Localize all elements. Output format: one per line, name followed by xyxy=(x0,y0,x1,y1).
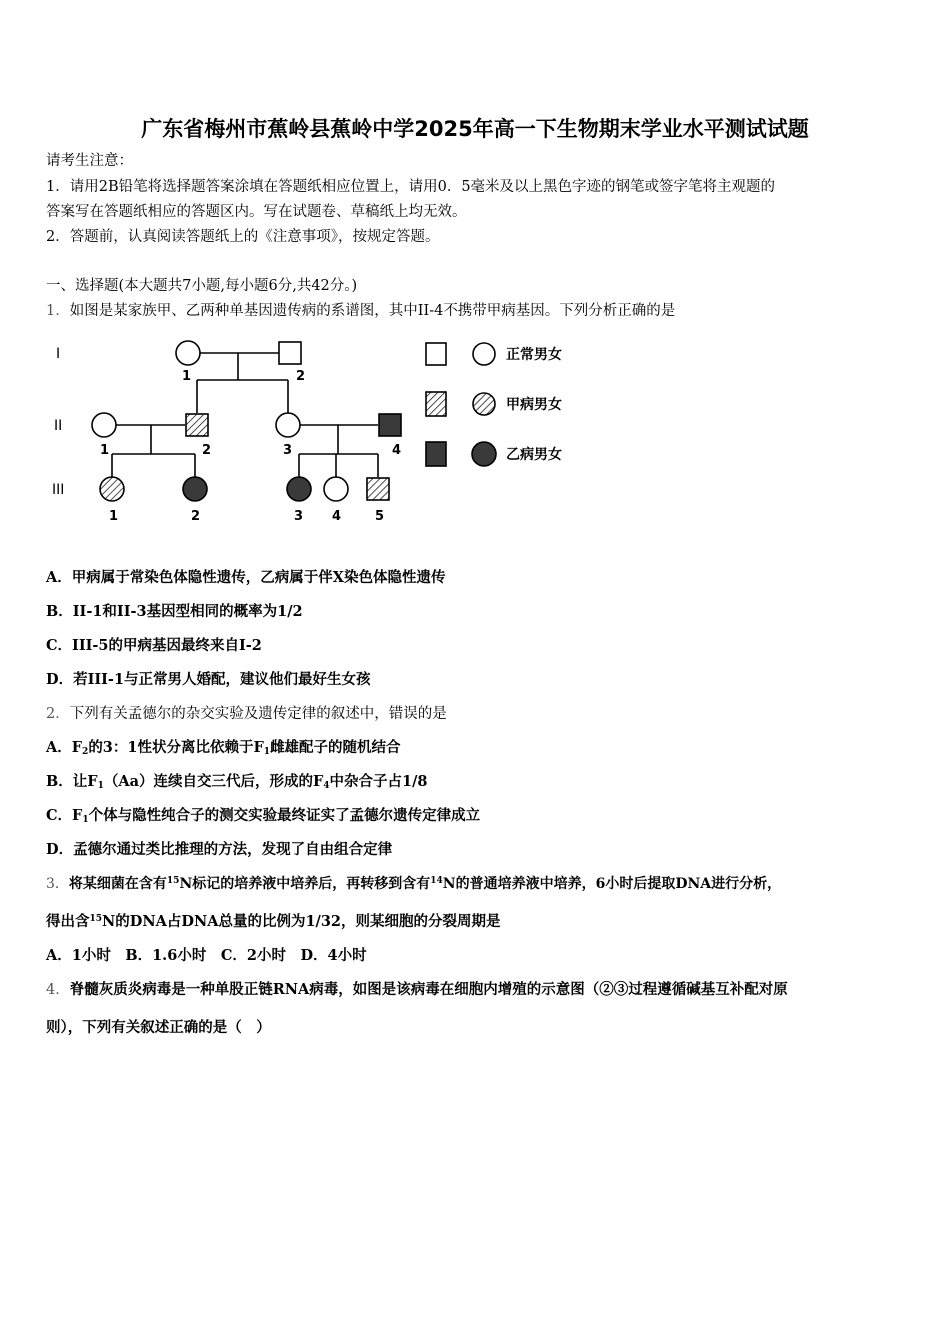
pedigree-gen-I-label: I xyxy=(56,346,61,362)
question-1-option-c: C．III-5的甲病基因最终来自I-2 xyxy=(46,637,262,654)
pedigree-label: 1 xyxy=(109,509,119,524)
text: （Aa）连续自交三代后，形成的F xyxy=(103,773,324,790)
subscript: 2 xyxy=(82,747,89,757)
question-2-number: 2． xyxy=(46,706,70,722)
pedigree-label: 2 xyxy=(202,443,212,458)
pedigree-I-1-normal-female xyxy=(176,341,200,365)
text: 将某细菌在含有 xyxy=(68,876,167,892)
legend-normal-female-symbol xyxy=(473,343,495,365)
pedigree-III-3-disease-b-female xyxy=(287,477,311,501)
question-3-options: A．1小时 B．1.6小时 C．2小时 D．4小时 xyxy=(46,947,367,964)
page-title: 广东省梅州市蕉岭县蕉岭中学2025年高一下生物期末学业水平测试试题 xyxy=(141,117,809,141)
superscript: 14 xyxy=(430,876,443,886)
text: 雌雄配子的随机结合 xyxy=(270,739,401,756)
question-2-option-d: D．孟德尔通过类比推理的方法，发现了自由组合定律 xyxy=(46,841,393,858)
text: 脊髓灰质炎病毒是一种单股正链RNA病毒，如图是该病毒在细胞内增殖的示意图（②③过程遵循碱基互补配对原 xyxy=(69,981,788,998)
question-4-number: 4． xyxy=(46,982,70,998)
question-3-line-1 xyxy=(46,874,781,894)
pedigree-label: 2 xyxy=(191,509,201,524)
notice-item-1-line-2: 答案写在答题纸相应的答题区内。写在试题卷、草稿纸上均无效。 xyxy=(46,204,467,220)
question-2-text: 下列有关孟德尔的杂交实验及遗传定律的叙述中，错误的是 xyxy=(69,706,447,722)
pedigree-II-3-normal-female xyxy=(276,413,300,437)
pedigree-label: 1 xyxy=(100,443,110,458)
subscript: 1 xyxy=(97,781,104,791)
question-3-line-2 xyxy=(46,912,501,932)
question-1-option-a: A．甲病属于常染色体隐性遗传，乙病属于伴X染色体隐性遗传 xyxy=(46,569,446,586)
pedigree-III-2-disease-b-female xyxy=(183,477,207,501)
subscript: 4 xyxy=(323,781,330,791)
question-1-option-b: B．II-1和II-3基因型相同的概率为1/2 xyxy=(46,603,303,620)
pedigree-label: 3 xyxy=(294,509,304,524)
section-heading: 一、选择题(本大题共7小题,每小题6分,共42分。) xyxy=(46,278,358,294)
pedigree-label: 4 xyxy=(332,509,342,524)
superscript: 15 xyxy=(166,876,180,886)
legend-disease-b-male-symbol xyxy=(426,442,446,466)
pedigree-III-1-disease-a-female xyxy=(100,477,124,501)
pedigree-II-2-disease-a-male xyxy=(186,414,208,436)
question-3-number: 3． xyxy=(46,876,69,892)
question-4-line-1 xyxy=(46,980,788,1000)
question-4-line-2: 则），下列有关叙述正确的是（ ） xyxy=(46,1019,271,1036)
notice-item-1-line-1: 1．请用2B铅笔将选择题答案涂填在答题纸相应位置上，请用0．5毫米及以上黑色字迹的钢笔或签字笔将主观题的 xyxy=(46,179,776,195)
text: 中杂合子占1/8 xyxy=(329,773,428,790)
text: 的3：1性状分离比依赖于F xyxy=(88,739,264,756)
pedigree-III-5-disease-a-male xyxy=(367,478,389,500)
pedigree-gen-III-label: III xyxy=(52,482,65,498)
question-2-stem xyxy=(46,704,447,724)
legend-disease-b-label: 乙病男女 xyxy=(506,447,562,463)
text: N标记的培养液中培养后，再转移到含有 xyxy=(179,876,431,892)
pedigree-III-4-normal-female xyxy=(324,477,348,501)
text: 得出含 xyxy=(46,913,90,930)
text: C．F xyxy=(46,807,83,824)
pedigree-label: 3 xyxy=(283,443,293,458)
question-1-option-d: D．若III-1与正常男人婚配，建议他们最好生女孩 xyxy=(46,671,371,688)
pedigree-I-2-normal-male xyxy=(279,342,301,364)
question-2-option-b xyxy=(46,772,428,792)
pedigree-II-1-normal-female xyxy=(92,413,116,437)
legend-disease-a-female-symbol xyxy=(473,393,495,415)
question-1-stem xyxy=(46,301,675,321)
legend-normal-male-symbol xyxy=(426,343,446,365)
text: A．F xyxy=(46,739,83,756)
text: N的DNA占DNA总量的比例为1/32，则某细胞的分裂周期是 xyxy=(102,913,501,930)
question-2-option-a xyxy=(46,738,401,758)
legend-normal-label: 正常男女 xyxy=(506,347,562,363)
text: N的普通培养液中培养，6小时后提取DNA进行分析， xyxy=(442,876,782,892)
question-1-number: 1． xyxy=(46,303,70,319)
pedigree-label: 5 xyxy=(375,509,385,524)
pedigree-label: 4 xyxy=(392,443,402,458)
pedigree-figure xyxy=(40,330,600,530)
legend-disease-b-female-symbol xyxy=(472,442,496,466)
superscript: 15 xyxy=(89,914,103,924)
notice-item-2: 2．答题前，认真阅读答题纸上的《注意事项》，按规定答题。 xyxy=(46,229,440,245)
subscript: 1 xyxy=(263,747,271,757)
pedigree-gen-II-label: II xyxy=(54,418,63,434)
question-1-text: 如图是某家族甲、乙两种单基因遗传病的系谱图，其中II-4不携带甲病基因。下列分析正确的是 xyxy=(69,303,676,319)
question-2-option-c xyxy=(46,806,480,826)
legend-disease-a-male-symbol xyxy=(426,392,446,416)
pedigree-label: 1 xyxy=(182,369,192,384)
pedigree-II-4-disease-b-male xyxy=(379,414,401,436)
text: 个体与隐性纯合子的测交实验最终证实了孟德尔遗传定律成立 xyxy=(88,807,481,824)
subscript: 1 xyxy=(82,815,89,825)
pedigree-label: 2 xyxy=(296,369,306,384)
text: B．让F xyxy=(46,773,98,790)
notice-heading: 请考生注意： xyxy=(46,153,133,169)
legend-disease-a-label: 甲病男女 xyxy=(506,397,562,413)
